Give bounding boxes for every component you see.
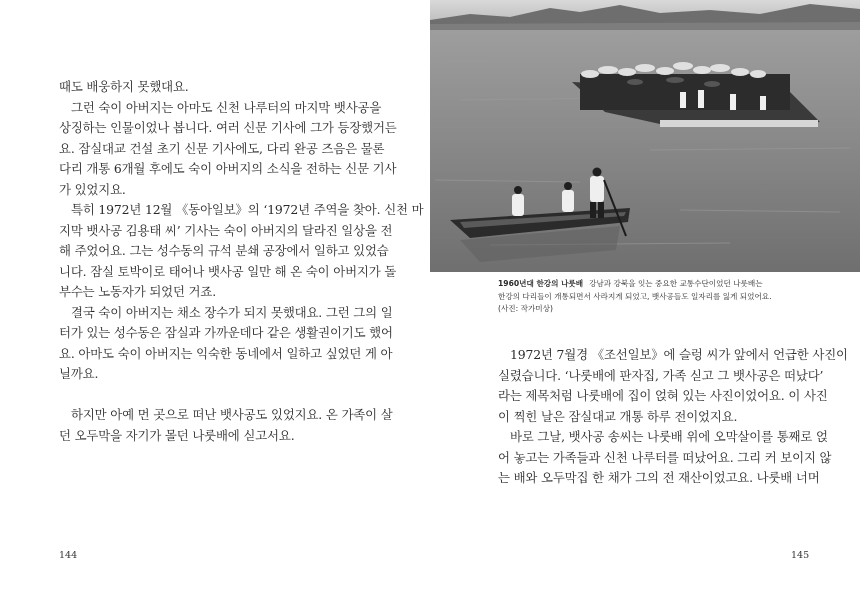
right-page-body	[498, 345, 848, 489]
caption-line: 한강의 다리들이 개통되면서 사라지게 되었고, 뱃사공들도 일자리를 잃게 되었어요.	[498, 291, 772, 301]
text-line: 다리 개통 6개월 후에도 숙이 아버지의 소식을 전하는 신문 기사	[59, 161, 397, 176]
text-line: 니다. 잠실 토박이로 태어나 뱃사공 일만 해 온 숙이 아버지가 돌	[59, 263, 397, 279]
caption-text: 강남과 강북을 잇는 중요한 교통수단이었던 나룻배는	[589, 279, 763, 288]
right-page	[430, 0, 860, 601]
text-line: 터가 있는 성수동은 잠실과 가까운데다 같은 생활권이기도 했어	[59, 325, 393, 340]
text-line: 그런 숙이 아버지는 아마도 신천 나루터의 마지막 뱃사공을	[71, 99, 382, 115]
text-line: 요. 잠실대교 건설 초기 신문 기사에도, 다리 완공 즈음은 물론	[59, 140, 385, 156]
text-line: 때도 배웅하지 못했대요.	[59, 79, 189, 94]
page-number: 144	[59, 550, 78, 561]
text-line: 어 놓고는 가족들과 신천 나루터를 떠났어요. 그리 커 보이지 않	[498, 449, 832, 465]
text-line: 하지만 아예 먼 곳으로 떠난 뱃사공도 있었지요. 온 가족이 살	[71, 407, 393, 422]
caption-credit: (사진: 작가미상)	[498, 304, 553, 313]
text-line: 실렸습니다. ‘나룻배에 판자집, 가족 싣고 그 뱃사공은 떠났다’	[498, 367, 824, 383]
text-line: 부수는 노동자가 되었던 거죠.	[59, 284, 216, 299]
text-line: 가 있었지요.	[59, 181, 126, 197]
text-line: 는 배와 오두막집 한 채가 그의 전 재산이었고요. 나룻배 너머	[498, 470, 820, 485]
text-line: 던 오두막을 자기가 몰던 나룻배에 싣고서요.	[59, 427, 295, 443]
text-line: 닐까요.	[59, 366, 99, 381]
text-line: 결국 숙이 아버지는 채소 장수가 되지 못했대요. 그런 그의 일	[71, 304, 393, 320]
text-line: 라는 제목처럼 나룻배에 집이 얹혀 있는 사진이었어요. 이 사진	[498, 388, 828, 403]
text-line: 1972년 7월경 《조선일보》에 슬렁 씨가 앞에서 언급한 사진이	[510, 347, 848, 362]
text-line: 특히 1972년 12월 《동아일보》의 ‘1972년 주역을 찾아. 신천 마	[71, 202, 424, 217]
page-number: 145	[791, 550, 810, 561]
left-page-body	[59, 77, 424, 446]
text-line: 상징하는 인물이었나 봅니다. 여러 신문 기사에 그가 등장했거든	[59, 120, 397, 135]
text-line: 바로 그날, 뱃사공 송씨는 나룻배 위에 오막살이를 통째로 얹	[510, 429, 828, 444]
text-line: 요. 아마도 숙이 아버지는 익숙한 동네에서 일하고 싶었던 게 아	[59, 345, 393, 361]
text-line: 지막 뱃사공 김용태 씨’ 기사는 숙이 아버지의 달라진 일상을 전	[59, 222, 393, 238]
text-line: 이 찍힌 날은 잠실대교 개통 하루 전이었지요.	[498, 408, 738, 424]
text-line: 해 주었어요. 그는 성수동의 규석 분쇄 공장에서 일하고 있었습	[59, 243, 389, 258]
caption-title: 1960년대 한강의 나룻배	[498, 279, 584, 288]
paragraph-gap	[59, 385, 389, 406]
